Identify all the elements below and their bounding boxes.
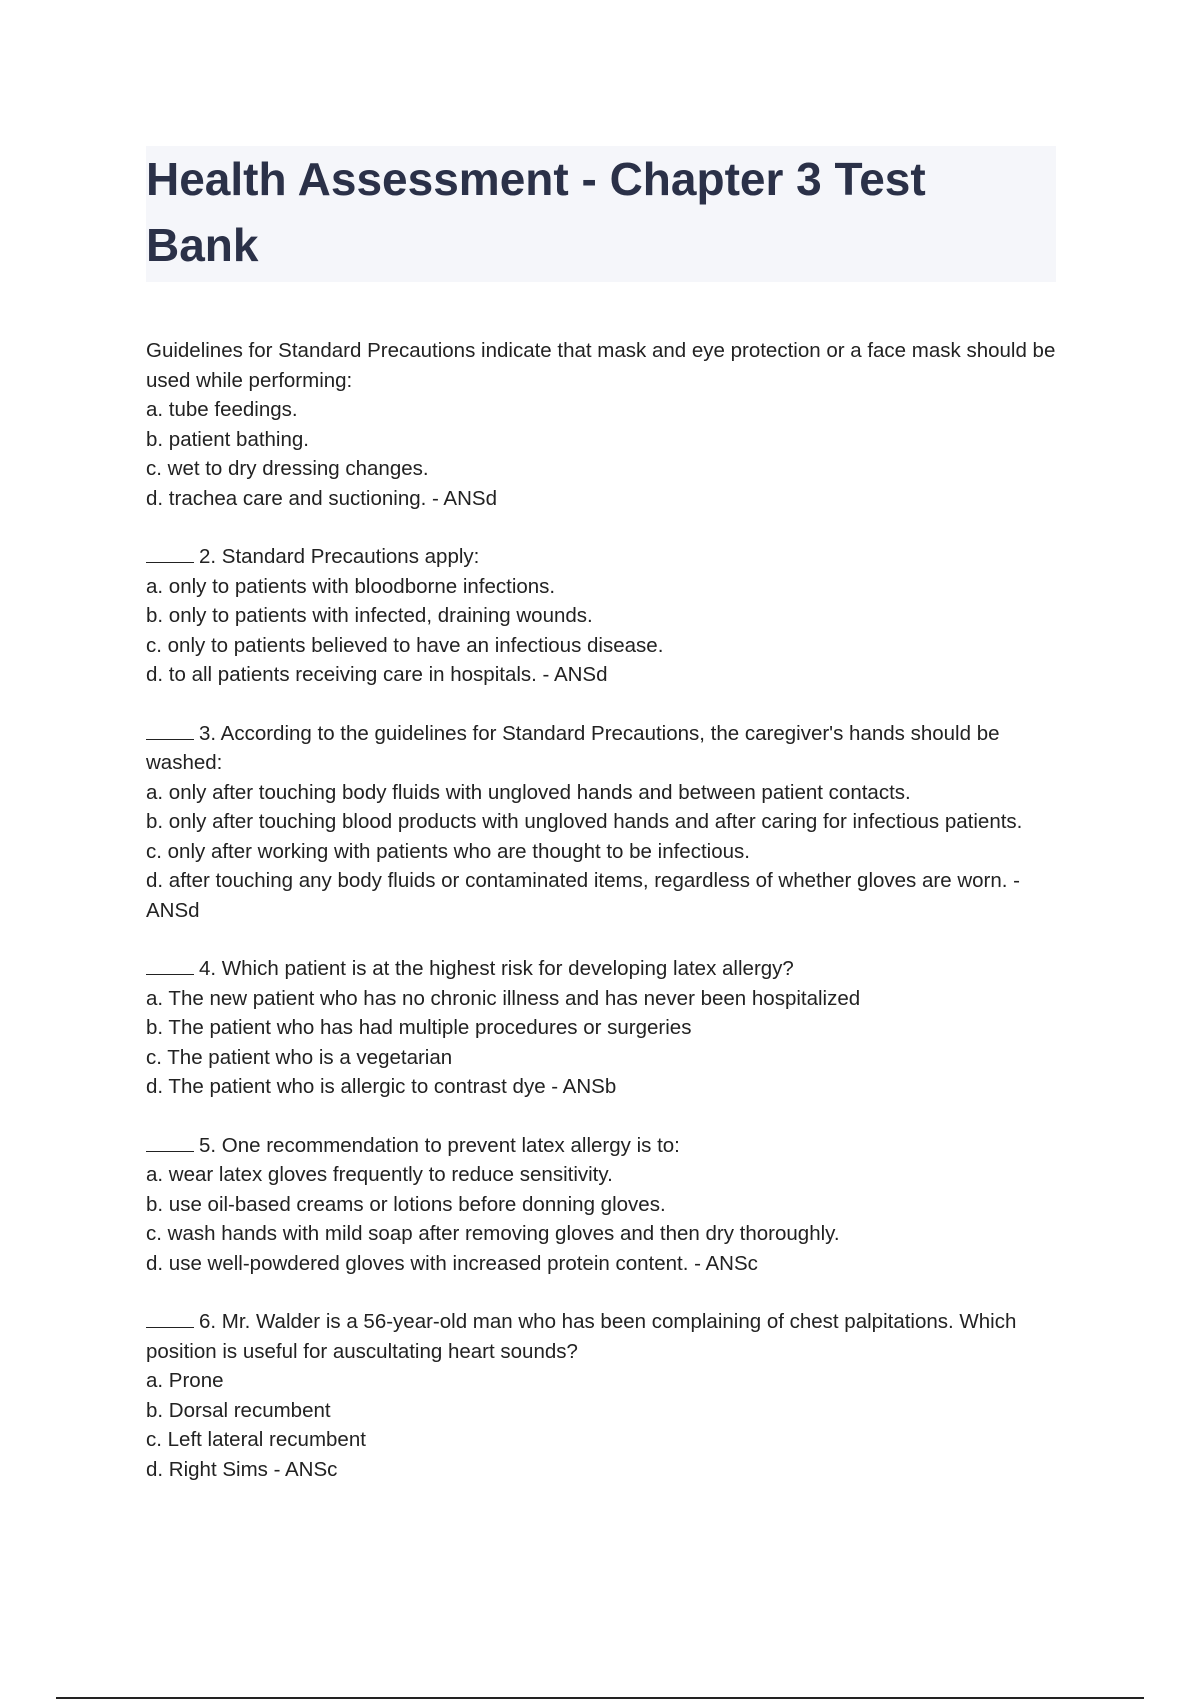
answer-option: a. Prone — [146, 1369, 224, 1392]
answer-option: b. patient bathing. — [146, 427, 309, 451]
question-stem: Guidelines for Standard Precautions indicate that mask and eye protection or a face mask should be used while performing: — [146, 339, 1056, 392]
question-2 — [146, 542, 1056, 690]
question-stem: 4. Which patient is at the highest risk for developing latex allergy? — [199, 957, 794, 980]
question-stem: 2. Standard Precautions apply: — [199, 545, 480, 568]
question-stem: 5. One recommendation to prevent latex allergy is to: — [199, 1133, 680, 1157]
answer-blank — [146, 543, 194, 563]
answer-blank — [146, 1132, 194, 1152]
question-line — [146, 542, 1056, 572]
question-3 — [146, 719, 1056, 926]
answer-option: c. wash hands with mild soap after removing gloves and then dry thoroughly. — [146, 1222, 840, 1245]
question-stem: 3. According to the guidelines for Standard Precautions, the caregiver's hands should be washed: — [146, 721, 1000, 774]
answer-option: d. The patient who is allergic to contrast dye - ANSb — [146, 1075, 617, 1098]
answer-option: d. after touching any body fluids or contaminated items, regardless of whether gloves are worn. - ANSd — [146, 869, 1020, 922]
answer-option: c. only to patients believed to have an infectious disease. — [146, 633, 664, 657]
question-line — [146, 954, 1056, 984]
question-4 — [146, 954, 1056, 1102]
answer-option: a. wear latex gloves frequently to reduce sensitivity. — [146, 1163, 613, 1186]
answer-option: c. The patient who is a vegetarian — [146, 1045, 453, 1069]
answer-option: c. only after working with patients who are thought to be infectious. — [146, 839, 750, 863]
title-banner — [146, 146, 1056, 282]
answer-option: a. only after touching body fluids with ungloved hands and between patient contacts. — [146, 780, 911, 804]
question-1 — [146, 336, 1056, 513]
page-title: Health Assessment - Chapter 3 Test Bank — [146, 153, 926, 271]
answer-option: c. wet to dry dressing changes. — [146, 457, 429, 480]
answer-option: d. use well-powdered gloves with increased protein content. - ANSc — [146, 1251, 758, 1275]
answer-option: d. trachea care and suctioning. - ANSd — [146, 486, 497, 510]
answer-option: b. Dorsal recumbent — [146, 1398, 331, 1422]
answer-option: a. The new patient who has no chronic illness and has never been hospitalized — [146, 986, 861, 1010]
question-6 — [146, 1307, 1056, 1484]
answer-option: b. use oil-based creams or lotions before donning gloves. — [146, 1192, 666, 1216]
answer-option: c. Left lateral recumbent — [146, 1428, 366, 1451]
question-5 — [146, 1131, 1056, 1279]
answer-option: b. only after touching blood products with ungloved hands and after caring for infectious patients. — [146, 810, 1023, 833]
question-line — [146, 1131, 1056, 1161]
question-line — [146, 719, 1056, 778]
answer-option: d. to all patients receiving care in hospitals. - ANSd — [146, 663, 608, 686]
answer-option: d. Right Sims - ANSc — [146, 1457, 338, 1481]
answer-blank — [146, 1308, 194, 1328]
answer-blank — [146, 720, 194, 740]
question-line — [146, 1307, 1056, 1366]
answer-option: a. tube feedings. — [146, 398, 298, 421]
answer-option: a. only to patients with bloodborne infections. — [146, 574, 556, 598]
answer-option: b. only to patients with infected, draining wounds. — [146, 604, 593, 627]
question-stem: 6. Mr. Walder is a 56-year-old man who has been complaining of chest palpitations. Which position is useful for auscultating heart sounds? — [146, 1310, 1017, 1363]
question-list — [146, 336, 1056, 1513]
answer-blank — [146, 955, 194, 975]
answer-option: b. The patient who has had multiple procedures or surgeries — [146, 1016, 692, 1039]
page-bottom-divider — [56, 1697, 1144, 1699]
